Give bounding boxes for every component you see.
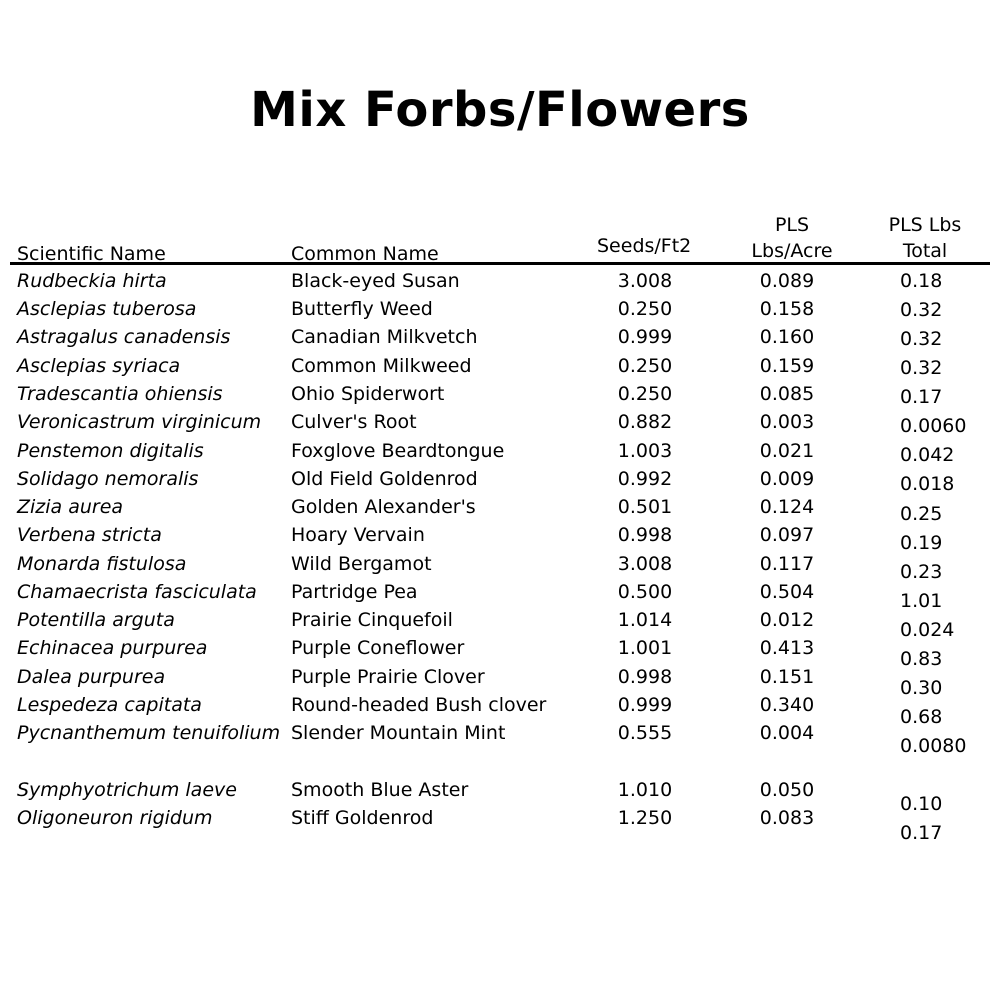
header-seeds-per-ft2: Seeds/Ft2 <box>597 235 692 257</box>
seeds-per-ft2-cell: 0.998 <box>617 666 673 688</box>
header-pls-lbs-total <box>875 212 975 264</box>
pls-lbs-total-cell: 0.32 <box>900 299 943 321</box>
scientific-name-cell: Solidago nemoralis <box>17 468 199 490</box>
pls-lbs-acre-cell: 0.004 <box>759 722 815 744</box>
common-name-cell: Old Field Goldenrod <box>291 468 478 490</box>
pls-lbs-acre-cell: 0.085 <box>759 383 815 405</box>
common-name-cell: Foxglove Beardtongue <box>291 440 505 462</box>
pls-lbs-total-cell: 0.10 <box>900 793 943 815</box>
scientific-name-cell: Verbena stricta <box>17 524 162 546</box>
pls-lbs-total-cell: 1.01 <box>900 590 943 612</box>
header-pls-lbs-acre-line1: PLS <box>774 214 810 236</box>
common-name-cell: Purple Prairie Clover <box>291 666 485 688</box>
common-name-cell: Golden Alexander's <box>291 496 476 518</box>
scientific-name-cell: Chamaecrista fasciculata <box>17 581 257 603</box>
pls-lbs-total-cell: 0.19 <box>900 532 943 554</box>
pls-lbs-acre-cell: 0.089 <box>759 270 815 292</box>
common-name-cell: Ohio Spiderwort <box>291 383 445 405</box>
pls-lbs-total-cell: 0.0080 <box>900 735 967 757</box>
pls-lbs-acre-cell: 0.504 <box>759 581 815 603</box>
pls-lbs-acre-cell: 0.340 <box>759 694 815 716</box>
pls-lbs-acre-cell: 0.012 <box>759 609 815 631</box>
pls-lbs-total-cell: 0.024 <box>900 619 955 641</box>
page-title: Mix Forbs/Flowers <box>250 82 750 138</box>
pls-lbs-total-cell: 0.17 <box>900 386 943 408</box>
pls-lbs-acre-cell: 0.050 <box>759 779 815 801</box>
header-common-name: Common Name <box>291 243 439 265</box>
pls-lbs-total-cell: 0.25 <box>900 503 943 525</box>
seeds-per-ft2-cell: 0.999 <box>617 694 673 716</box>
header-pls-lbs-acre-line2: Lbs/Acre <box>751 240 833 262</box>
pls-lbs-total-cell: 0.23 <box>900 561 943 583</box>
seeds-per-ft2-cell: 1.001 <box>617 637 673 659</box>
pls-lbs-acre-cell: 0.124 <box>759 496 815 518</box>
scientific-name-cell: Penstemon digitalis <box>17 440 204 462</box>
common-name-cell: Stiff Goldenrod <box>291 807 434 829</box>
scientific-name-cell: Monarda fistulosa <box>17 553 187 575</box>
pls-lbs-acre-cell: 0.117 <box>759 553 815 575</box>
pls-lbs-total-cell: 0.32 <box>900 357 943 379</box>
header-pls-lbs-acre <box>740 212 844 264</box>
common-name-cell: Partridge Pea <box>291 581 418 603</box>
seeds-per-ft2-cell: 0.250 <box>617 298 673 320</box>
seeds-per-ft2-cell: 0.555 <box>617 722 673 744</box>
seeds-per-ft2-cell: 0.501 <box>617 496 673 518</box>
seeds-per-ft2-cell: 0.992 <box>617 468 673 490</box>
common-name-cell: Round-headed Bush clover <box>291 694 547 716</box>
seeds-per-ft2-cell: 3.008 <box>617 553 673 575</box>
pls-lbs-acre-cell: 0.097 <box>759 524 815 546</box>
common-name-cell: Culver's Root <box>291 411 417 433</box>
scientific-name-cell: Tradescantia ohiensis <box>17 383 223 405</box>
seeds-per-ft2-cell: 1.010 <box>617 779 673 801</box>
header-pls-lbs-total-line2: Total <box>902 240 948 262</box>
seeds-per-ft2-cell: 1.250 <box>617 807 673 829</box>
pls-lbs-total-cell: 0.18 <box>900 270 943 292</box>
pls-lbs-total-cell: 0.30 <box>900 677 943 699</box>
common-name-cell: Hoary Vervain <box>291 524 425 546</box>
pls-lbs-acre-cell: 0.158 <box>759 298 815 320</box>
pls-lbs-acre-cell: 0.151 <box>759 666 815 688</box>
pls-lbs-acre-cell: 0.159 <box>759 355 815 377</box>
pls-lbs-total-cell: 0.042 <box>900 444 955 466</box>
scientific-name-cell: Potentilla arguta <box>17 609 175 631</box>
seeds-per-ft2-cell: 1.014 <box>617 609 673 631</box>
common-name-cell: Smooth Blue Aster <box>291 779 469 801</box>
common-name-cell: Black-eyed Susan <box>291 270 460 292</box>
common-name-cell: Butterfly Weed <box>291 298 433 320</box>
pls-lbs-acre-cell: 0.083 <box>759 807 815 829</box>
scientific-name-cell: Asclepias syriaca <box>17 355 181 377</box>
scientific-name-cell: Pycnanthemum tenuifolium <box>17 722 281 744</box>
pls-lbs-acre-cell: 0.413 <box>759 637 815 659</box>
common-name-cell: Wild Bergamot <box>291 553 432 575</box>
common-name-cell: Canadian Milkvetch <box>291 326 478 348</box>
common-name-cell: Common Milkweed <box>291 355 472 377</box>
pls-lbs-acre-cell: 0.160 <box>759 326 815 348</box>
scientific-name-cell: Symphyotrichum laeve <box>17 779 237 801</box>
header-divider <box>10 262 990 265</box>
pls-lbs-acre-cell: 0.003 <box>759 411 815 433</box>
scientific-name-cell: Lespedeza capitata <box>17 694 202 716</box>
pls-lbs-total-cell: 0.018 <box>900 473 955 495</box>
seeds-per-ft2-cell: 0.882 <box>617 411 673 433</box>
seeds-per-ft2-cell: 0.998 <box>617 524 673 546</box>
common-name-cell: Purple Coneflower <box>291 637 465 659</box>
pls-lbs-total-cell: 0.17 <box>900 822 943 844</box>
scientific-name-cell: Astragalus canadensis <box>17 326 231 348</box>
seeds-per-ft2-cell: 1.003 <box>617 440 673 462</box>
pls-lbs-total-cell: 0.68 <box>900 706 943 728</box>
seeds-per-ft2-cell: 0.500 <box>617 581 673 603</box>
header-pls-lbs-total-line1: PLS Lbs <box>888 214 962 236</box>
common-name-cell: Slender Mountain Mint <box>291 722 506 744</box>
seeds-per-ft2-cell: 0.999 <box>617 326 673 348</box>
pls-lbs-total-cell: 0.83 <box>900 648 943 670</box>
pls-lbs-total-cell: 0.0060 <box>900 415 967 437</box>
pls-lbs-total-cell: 0.32 <box>900 328 943 350</box>
seeds-per-ft2-cell: 3.008 <box>617 270 673 292</box>
header-scientific-name: Scientific Name <box>17 243 166 265</box>
scientific-name-cell: Rudbeckia hirta <box>17 270 167 292</box>
seeds-per-ft2-cell: 0.250 <box>617 355 673 377</box>
scientific-name-cell: Asclepias tuberosa <box>17 298 197 320</box>
seeds-per-ft2-cell: 0.250 <box>617 383 673 405</box>
common-name-cell: Prairie Cinquefoil <box>291 609 453 631</box>
scientific-name-cell: Zizia aurea <box>17 496 124 518</box>
pls-lbs-acre-cell: 0.009 <box>759 468 815 490</box>
scientific-name-cell: Echinacea purpurea <box>17 637 208 659</box>
pls-lbs-acre-cell: 0.021 <box>759 440 815 462</box>
scientific-name-cell: Oligoneuron rigidum <box>17 807 213 829</box>
scientific-name-cell: Veronicastrum virginicum <box>17 411 262 433</box>
scientific-name-cell: Dalea purpurea <box>17 666 166 688</box>
